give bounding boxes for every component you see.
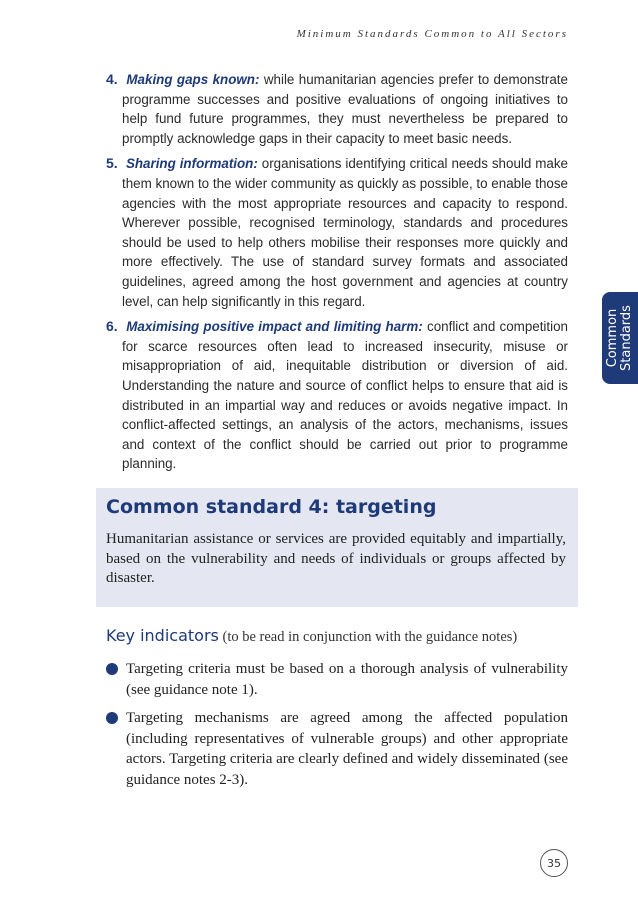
running-header: Minimum Standards Common to All Sectors xyxy=(296,28,568,40)
bullet-icon xyxy=(106,663,118,675)
indicator-item xyxy=(106,708,568,790)
point-number: 6. xyxy=(106,318,118,335)
standard-title: Common standard 4: targeting xyxy=(106,496,437,518)
point-number: 4. xyxy=(106,71,118,87)
point-number: 5. xyxy=(106,155,118,172)
point-title: Sharing information: xyxy=(125,156,258,172)
indicator-list xyxy=(106,659,568,798)
key-indicators-heading xyxy=(106,626,576,646)
point-4 xyxy=(106,70,568,148)
point-title: Maximising positive impact and limiting harm: xyxy=(126,319,423,335)
key-indicators-note: (to be read in conjunction with the guidance notes) xyxy=(222,629,518,645)
point-text: organisations identifying critical needs should make them known to the wider community as quickly as possible, to enable those agencies with the most appropriate resources and capacity to respond. Wherever possible, recognised terminology, standards and procedures should be used to help others mobilise their responses more quickly and more effectively. The use of standard survey formats and associated guidelines, agreed among the host government and agencies at country level, can help significantly in this regard. xyxy=(122,156,568,309)
point-text: conflict and competition for scarce resources often lead to increased insecurity, misuse or misappropriation of aid, inequitable distribution or diversion of aid. Understanding the nature and source of conflict helps to ensure that aid is distributed in an impartial way and reduces or avoids negative impact. In conflict-affected settings, an analysis of the actors, mechanisms, issues and context of the conflict should be carried out prior to programme planning. xyxy=(122,319,568,472)
section-tab-line-2: Standards xyxy=(619,305,635,371)
key-indicators-title: Key indicators xyxy=(106,626,219,645)
standard-box xyxy=(96,488,578,607)
indicator-item xyxy=(106,659,568,700)
section-tab-line-1: Common xyxy=(605,308,621,368)
point-5 xyxy=(106,154,568,311)
bullet-icon xyxy=(106,712,118,724)
section-tab xyxy=(602,292,638,384)
point-text: while humanitarian agencies prefer to demonstrate programme successes and positive evaluations of ongoing initiatives to help fund future programmes, they must nevertheless be prepared to promptly acknowledge gaps in their capacity to meet basic needs. xyxy=(122,72,568,146)
point-title: Making gaps known: xyxy=(126,72,260,87)
point-6 xyxy=(106,317,568,474)
standard-text: Humanitarian assistance or services are provided equitably and impartially, based on the vulnerability and needs of individuals or groups affected by disaster. xyxy=(106,531,566,586)
numbered-points xyxy=(106,70,568,480)
indicator-text: Targeting mechanisms are agreed among the affected population (including representatives of vulnerable groups) and other appropriate actors. Targeting criteria are clearly defined and widely disseminated (see guidance notes 2-3). xyxy=(126,710,568,788)
indicator-text: Targeting criteria must be based on a thorough analysis of vulnerability (see guidance note 1). xyxy=(126,661,568,698)
page-number: 35 xyxy=(540,849,568,877)
section-tab-label xyxy=(606,305,634,371)
